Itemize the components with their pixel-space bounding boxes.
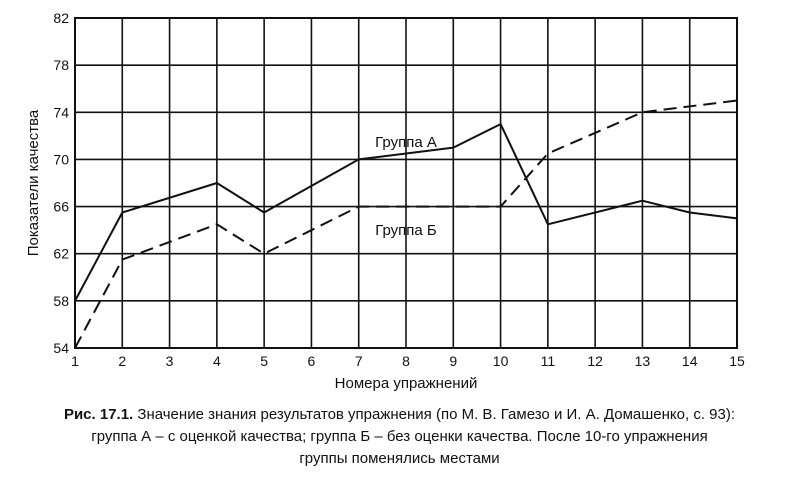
y-tick-label-82: 82 [53,10,69,26]
caption-line-2: группа А – с оценкой качества; группа Б – без оценки качества. После 10-го упражнения [91,428,708,445]
x-tick-label-13: 13 [634,353,651,369]
x-tick-label-8: 8 [402,353,410,369]
x-axis-title: Номера упражнений [334,375,478,392]
x-tick-label-11: 11 [540,353,556,369]
figure-label: Рис. 17.1. [63,406,134,423]
x-tick-label-9: 9 [449,353,458,369]
x-tick-label-1: 1 [71,353,79,369]
caption-line-1 [0,404,799,426]
y-axis-title: Показатели качества [25,109,42,257]
y-tick-label-70: 70 [53,151,69,168]
caption-text-1: Значение знания результатов упражнения (по М. В. Гамезо и И. А. Домашенко, с. 93): [137,406,736,423]
x-tick-label-7: 7 [354,353,363,369]
caption-line-3: группы поменялись местами [299,450,500,467]
x-tick-label-12: 12 [587,353,603,369]
x-tick-label-15: 15 [729,353,745,369]
x-tick-label-5: 5 [260,353,269,369]
x-tick-label-10: 10 [492,353,509,369]
series-label-1: Группа А [375,133,437,151]
x-tick-label-14: 14 [681,353,698,369]
y-tick-label-66: 66 [53,198,69,215]
y-tick-label-62: 62 [53,245,69,262]
x-tick-label-6: 6 [307,353,316,369]
y-tick-label-78: 78 [53,57,69,74]
x-tick-label-3: 3 [165,353,174,369]
y-tick-label-74: 74 [53,104,69,121]
figure-caption [0,404,799,470]
x-tick-label-2: 2 [118,353,127,369]
chart-grid [75,18,737,348]
series-label-2: Группа Б [375,222,437,240]
axis-ticks [53,10,745,369]
x-tick-label-4: 4 [212,353,221,369]
y-tick-label-54: 54 [53,340,69,356]
y-tick-label-58: 58 [53,292,69,309]
